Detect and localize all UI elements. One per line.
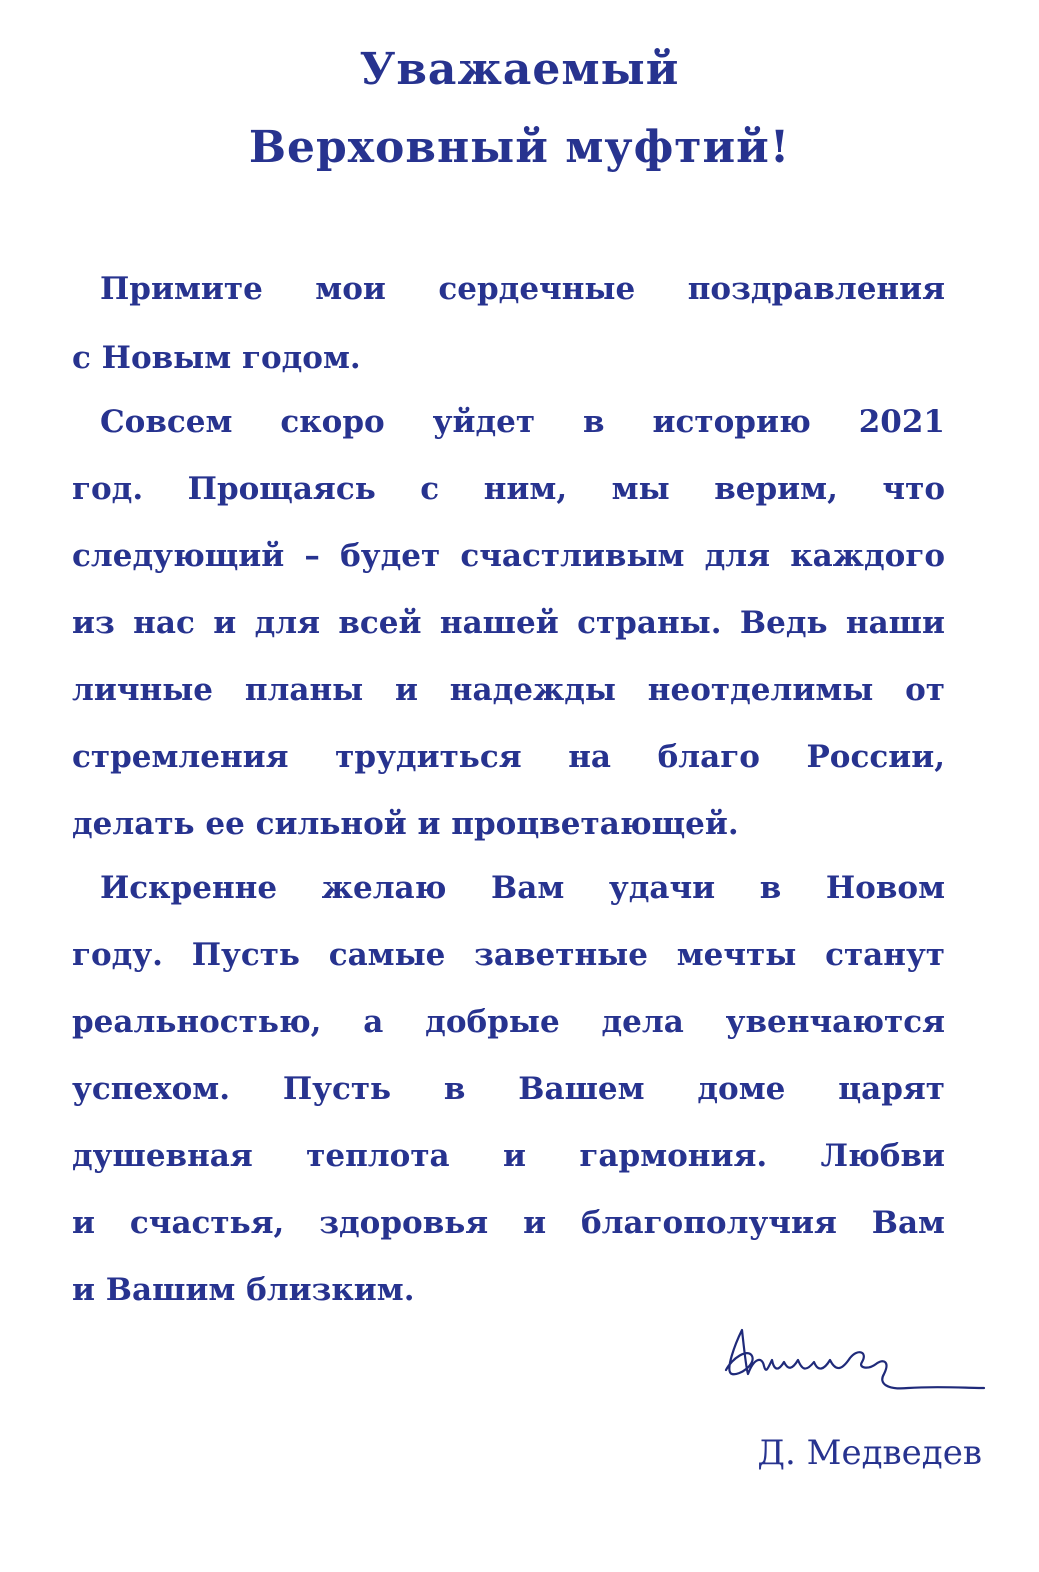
handwritten-signature [718, 1318, 988, 1414]
body-line: Искренне желаю Вам удачи в Новом [100, 870, 945, 906]
body-line: из нас и для всей нашей страны. Ведь наши [72, 605, 945, 641]
body-line: год. Прощаясь с ним, мы верим, что [72, 471, 945, 507]
body-line: с Новым годом. [72, 340, 361, 376]
body-line: стремления трудиться на благо России, [72, 739, 945, 775]
body-line: следующий – будет счастливым для каждого [72, 538, 945, 574]
body-line: успехом. Пусть в Вашем доме царят [72, 1071, 945, 1107]
salutation-line-1: Уважаемый [359, 44, 680, 95]
body-line: и счастья, здоровья и благополучия Вам [72, 1205, 945, 1241]
body-line: Примите мои сердечные поздравления [100, 271, 945, 307]
salutation-line-2: Верховный муфтий! [248, 122, 791, 173]
body-line: личные планы и надежды неотделимы от [72, 672, 945, 708]
signer-name: Д. Медведев [757, 1433, 982, 1473]
body-line: и Вашим близким. [72, 1272, 415, 1308]
body-line: реальностью, а добрые дела увенчаются [72, 1004, 945, 1040]
body-line: году. Пусть самые заветные мечты станут [72, 937, 945, 973]
body-line: Совсем скоро уйдет в историю 2021 [100, 404, 945, 440]
body-line: делать ее сильной и процветающей. [72, 806, 739, 842]
body-line: душевная теплота и гармония. Любви [72, 1138, 945, 1174]
